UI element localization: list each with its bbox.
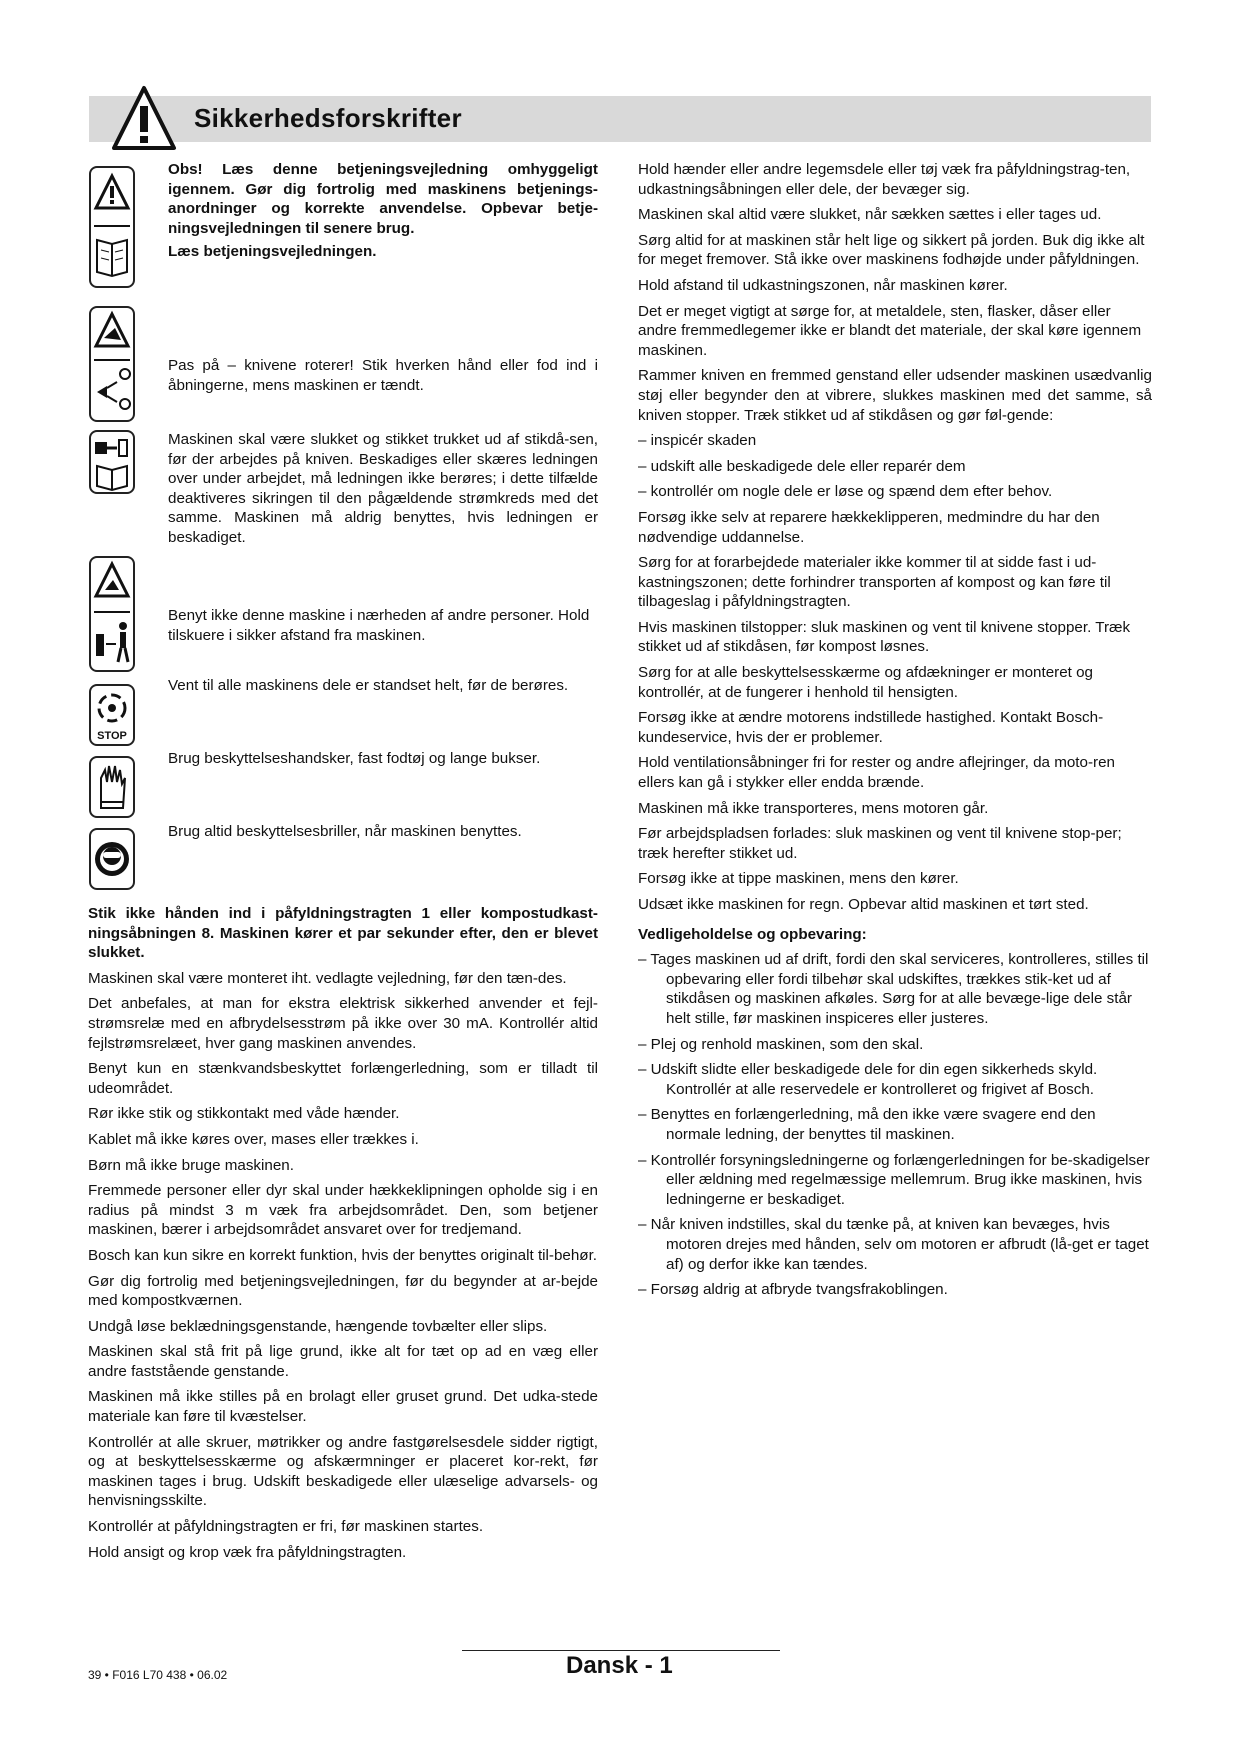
right-list-item: – udskift alle beskadigede dele eller reparér dem (638, 457, 966, 475)
read-manual-icon (89, 166, 135, 288)
left-paragraph: Det anbefales, at man for ekstra elektrisk sikkerhed anvender et fejl-strømsrelæ med en afbrydelsesstrøm på ikke over 30 mA. Kontrollér altid fejlstrømsrelæet, hver gang maskinen anvendes. (88, 995, 598, 1052)
left-paragraph: Rør ikke stik og stikkontakt med våde hænder. (88, 1105, 400, 1123)
maintenance-item: – Kontrollér forsyningsledningerne og forlængerledningen for be-skadigelser eller ældning med regelmæssige mellemrum. Brug ikke maskinen, hvis ledningerne er beskadiget. (638, 1151, 1150, 1208)
left-column (88, 904, 598, 1568)
maintenance-item: – Forsøg aldrig at afbryde tvangsfrakoblingen. (638, 1281, 948, 1299)
right-paragraph: Sørg for at forarbejdede materialer ikke kommer til at sidde fast i ud-kastningszonen; dette forhindrer transporten af kompost og kan føre til tilbageslag i påfyldningstragten. (638, 554, 1111, 611)
right-paragraph: Sørg altid for at maskinen står helt lige og sikkert på jorden. Buk dig ikke alt for meget fremover. Stå ikke over maskinens fodhøjde under påfyldningen. (638, 231, 1145, 269)
left-paragraph: Kontrollér at påfyldningstragten er fri, før maskinen startes. (88, 1518, 484, 1536)
knives-text-block (168, 356, 598, 395)
page-title: Sikkerhedsforskrifter (194, 103, 462, 133)
left-paragraph: Maskinen må ikke stilles på en brolagt eller gruset grund. Det udka-stede materiale kan føre til kvæstelser. (88, 1388, 598, 1426)
stop-icon (89, 684, 135, 746)
rotating-knives-icon (89, 306, 135, 422)
persons-text: Benyt ikke denne maskine i nærheden af andre personer. Hold tilskuere i sikker afstand fra maskinen. (168, 607, 590, 644)
footer-divider (462, 1650, 780, 1651)
gloves-text: Brug beskyttelseshandsker, fast fodtøj og lange bukser. (168, 750, 541, 767)
right-paragraph: Før arbejdspladsen forlades: sluk maskinen og vent til knivene stop-per; træk herefter stikket ud. (638, 825, 1122, 862)
footer-code: 39 • F016 L70 438 • 06.02 (88, 1668, 228, 1682)
intro-warning-text: Obs! Læs denne betjeningsvejledning omhyggeligt igennem. Gør dig fortrolig med maskinens betjenings-anordninger og korrekte anvendelse. Opbevar betje-ningsvejledningen til senere brug. (168, 161, 598, 237)
left-paragraph: Fremmede personer eller dyr skal under hækkeklipningen opholde sig i en radius på mindst 3 m væk fra arbejdsområdet. Den, som betjener maskinen, bærer i arbejdsområdet ansvaret over for tredjemand. (88, 1182, 598, 1239)
right-paragraph: Det er meget vigtigt at sørge for, at metaldele, sten, flasker, dåser eller andre fremmedlegemer ikke er blandt det materiale, der skal køre igennem maskinen. (638, 302, 1142, 359)
right-list-item: – kontrollér om nogle dele er løse og spænd dem efter behov. (638, 483, 1053, 501)
unplug-text-block (168, 430, 598, 548)
right-paragraph: Hold hænder eller andre legemsdele eller tøj væk fra påfyldningstrag-ten, udkastningsåbningen eller dele, der bevæger sig. (638, 161, 1131, 198)
warning-triangle-icon (110, 84, 178, 154)
left-paragraph: Benyt kun en stænkvandsbeskyttet forlængerledning, som er tilladt til udeområdet. (88, 1060, 598, 1097)
right-paragraph: Sørg for at alle beskyttelsesskærme og afdækninger er monteret og kontrollér, at de fungerer i henhold til hensigten. (638, 664, 1093, 701)
maintenance-item: – Når kniven indstilles, skal du tænke på, at kniven kan bevæges, hvis motoren drejes med hånden, selv om motoren er afbrudt (lå-get er taget af) og derfor ikke kan tændes. (638, 1216, 1149, 1273)
maintenance-item: – Tages maskinen ud af drift, fordi den skal serviceres, kontrolleres, stilles til opbevaring eller fordi tilbehør skal udskiftes, trækkes stik-ket ud af stikdåsen og maskinen afkøles. Sørg for at alle bevæge-lige dele står helt stille, før maskinen inspiceres eller justeres. (638, 951, 1149, 1027)
knives-text: Pas på – knivene roterer! Stik hverken hånd eller fod ind i åbningerne, mens maskinen er tændt. (168, 357, 598, 394)
left-paragraph: Maskinen skal stå frit på lige grund, ikke alt for tæt op ad en væg eller andre faststående genstande. (88, 1343, 598, 1380)
left-bold-warning: Stik ikke hånden ind i påfyldningstragten 1 eller kompostudkast-ningsåbningen 8. Maskinen kører et par sekunder efter, den er blevet slukket. (88, 905, 598, 962)
left-paragraph: Maskinen skal være monteret iht. vedlagte vejledning, før den tæn-des. (88, 969, 567, 987)
stop-text-block (168, 676, 598, 696)
goggles-text: Brug altid beskyttelsesbriller, når maskinen benyttes. (168, 823, 522, 840)
intro-read-text: Læs betjeningsvejledningen. (168, 243, 377, 261)
maintenance-item: – Benyttes en forlængerledning, må den ikke være svagere end den normale ledning, der benyttes til maskinen. (638, 1106, 1096, 1143)
stop-label: STOP (97, 730, 127, 742)
unplug-text: Maskinen skal være slukket og stikket trukket ud af stikdå-sen, før der arbejdes på kniven. Beskadiges eller skæres ledningen over under arbejdet, må ledningen ikke berøres; i dette tilfælde deaktiveres sikringen til den pågældende strømkreds med det samme. Maskinen må aldrig benyttes, hvis ledningen er beskadiget. (168, 431, 598, 546)
left-paragraph: Hold ansigt og krop væk fra påfyldningstragten. (88, 1543, 407, 1561)
unplug-icon (89, 430, 135, 494)
right-paragraph: Forsøg ikke selv at reparere hækkeklipperen, medmindre du har den nødvendige uddannelse. (638, 508, 1100, 546)
right-paragraph: Maskinen skal altid være slukket, når sækken sættes i eller tages ud. (638, 206, 1102, 224)
left-paragraph: Undgå løse beklædningsgenstande, hængende tovbælter eller slips. (88, 1317, 548, 1335)
goggles-text-block (168, 822, 598, 842)
persons-text-block (168, 606, 598, 645)
right-paragraph: Forsøg ikke at tippe maskinen, mens den kører. (638, 870, 959, 888)
footer-page-label: Dansk - 1 (566, 1652, 673, 1679)
left-paragraph: Gør dig fortrolig med betjeningsvejledningen, før du begynder at ar-bejde med kompostkværnen. (88, 1272, 598, 1310)
right-column (638, 160, 1152, 1306)
left-paragraph: Kontrollér at alle skruer, møtrikker og andre fastgørelsesdele sidder rigtigt, og at beskyttelsesskærme og afskærmninger er placeret kor-rekt, før maskinen tages i brug. Udskift beskadigede eller ulæselige advarsels- og henvisningsskilte. (88, 1433, 598, 1510)
left-paragraph: Kablet må ikke køres over, mases eller trækkes i. (88, 1130, 419, 1148)
maintenance-heading: Vedligeholdelse og opbevaring: (638, 925, 867, 943)
maintenance-item: – Plej og renhold maskinen, som den skal. (638, 1035, 924, 1053)
left-paragraph: Børn må ikke bruge maskinen. (88, 1156, 294, 1174)
right-paragraph: Hold afstand til udkastningszonen, når maskinen kører. (638, 276, 1008, 294)
right-paragraph: Rammer kniven en fremmed genstand eller udsender maskinen usædvanlig støj eller begynder den at vibrere, slukkes maskinen med det samme, så kniven stopper. Træk stikket ud af stikdåsen og gør føl-gende: (638, 367, 1152, 424)
gloves-icon (89, 756, 135, 818)
maintenance-item: – Udskift slidte eller beskadigede dele for din egen sikkerheds skyld. Kontrollér at alle reservedele er kontrolleret og frigivet af Bosch. (638, 1061, 1098, 1098)
right-list-item: – inspicér skaden (638, 432, 757, 450)
right-paragraph: Hvis maskinen tilstopper: sluk maskinen og vent til knivene stopper. Træk stikket ud af stikdåsen, før kompost løsnes. (638, 618, 1131, 656)
left-paragraph: Bosch kan kun sikre en korrekt funktion, hvis der benyttes originalt til-behør. (88, 1246, 598, 1264)
right-paragraph: Maskinen må ikke transporteres, mens motoren går. (638, 799, 989, 817)
right-paragraph: Hold ventilationsåbninger fri for rester og andre aflejringer, da moto-ren ellers kan gå i stykker eller endda brænde. (638, 754, 1115, 792)
right-paragraph: Forsøg ikke at ændre motorens indstillede hastighed. Kontakt Bosch-kundeservice, hvis der er problemer. (638, 709, 1104, 746)
intro-warning (168, 160, 598, 262)
stop-text: Vent til alle maskinens dele er standset helt, før de berøres. (168, 677, 569, 694)
right-paragraph: Udsæt ikke maskinen for regn. Opbevar altid maskinen et tørt sted. (638, 896, 1089, 913)
keep-distance-icon (89, 556, 135, 672)
goggles-icon (89, 828, 135, 890)
gloves-text-block (168, 749, 598, 769)
